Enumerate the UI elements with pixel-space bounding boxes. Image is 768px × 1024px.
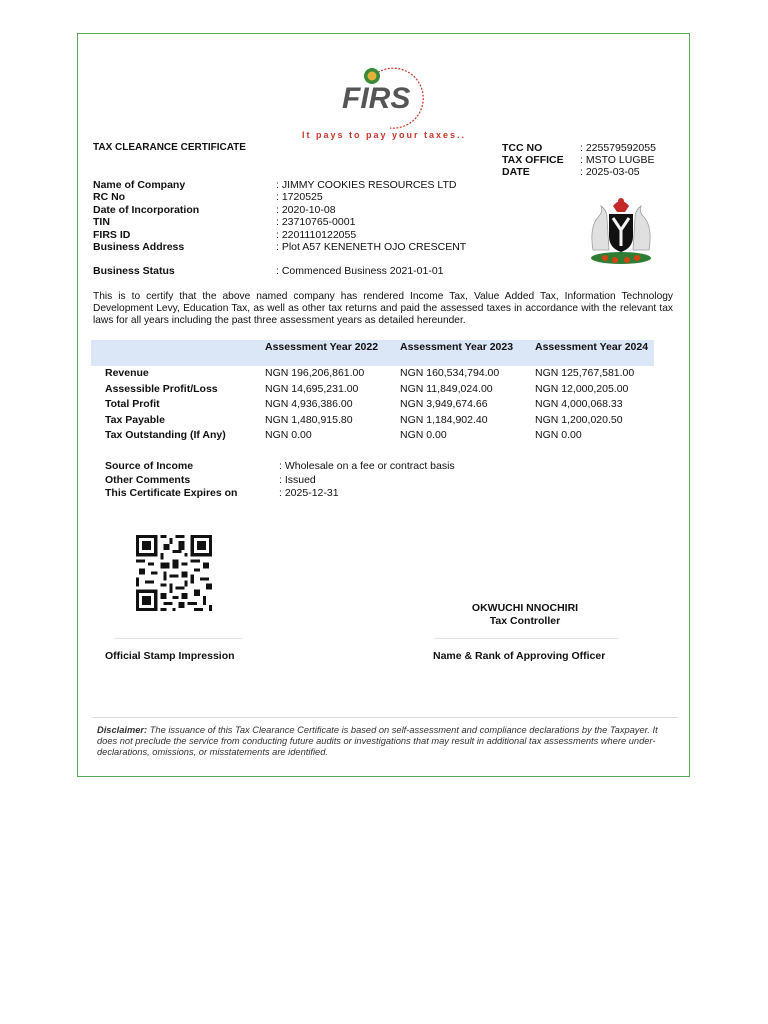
info-value: : Plot A57 KENENETH OJO CRESCENT <box>276 240 467 253</box>
meta-label: TCC NO <box>502 142 543 154</box>
meta-value: : 2025-03-05 <box>580 166 640 178</box>
certificate-title: TAX CLEARANCE CERTIFICATE <box>93 142 246 153</box>
table-cell: NGN 0.00 <box>265 429 312 441</box>
detail-value: : Wholesale on a fee or contract basis <box>279 460 455 472</box>
assessment-table <box>91 340 654 444</box>
info-label: Name of Company <box>93 179 186 191</box>
row-label: Revenue <box>105 367 149 379</box>
disclaimer-label: Disclaimer: <box>97 725 148 735</box>
info-row <box>93 241 466 253</box>
info-value: : 23710765-0001 <box>276 216 356 229</box>
table-header-cell: Assessment Year 2023 <box>400 340 535 366</box>
table-cell: NGN 12,000,205.00 <box>535 382 629 395</box>
info-label: RC No <box>93 191 126 204</box>
status-value: : Commenced Business 2021-01-01 <box>276 265 444 277</box>
table-header-cell: Assessment Year 2024 <box>535 340 654 366</box>
table-cell: NGN 4,936,386.00 <box>265 398 353 410</box>
info-value: : JIMMY COOKIES RESOURCES LTD <box>276 179 457 191</box>
table-cell: NGN 3,949,674.66 <box>400 398 488 410</box>
qr-code-icon <box>135 535 213 611</box>
row-label: Total Profit <box>105 398 160 410</box>
table-row <box>91 428 654 444</box>
info-value: : 1720525 <box>276 191 323 204</box>
info-row <box>93 216 466 228</box>
table-cell: NGN 1,184,902.40 <box>400 413 488 426</box>
table-cell: NGN 196,206,861.00 <box>265 367 365 379</box>
meta-row-date <box>502 166 656 178</box>
row-label: Tax Payable <box>105 413 165 426</box>
detail-row <box>105 487 455 501</box>
status-label: Business Status <box>93 265 175 277</box>
firs-logo-icon <box>330 62 434 134</box>
company-info <box>93 179 466 253</box>
table-header-blank <box>91 340 265 366</box>
table-row <box>91 397 654 413</box>
info-label: Business Address <box>93 240 185 253</box>
info-label: FIRS ID <box>93 228 131 241</box>
officer-rank: Tax Controller <box>489 615 561 627</box>
table-row <box>91 382 654 398</box>
table-cell: NGN 14,695,231.00 <box>265 382 359 395</box>
approving-officer <box>430 602 620 628</box>
detail-label: Source of Income <box>105 460 194 472</box>
table-cell: NGN 0.00 <box>400 429 447 441</box>
coat-of-arms-icon <box>585 192 657 266</box>
info-row <box>93 229 466 241</box>
info-row <box>93 204 466 216</box>
table-cell: NGN 1,200,020.50 <box>535 413 623 426</box>
meta-label: DATE <box>502 166 530 178</box>
info-label: TIN <box>93 216 110 229</box>
table-row <box>91 366 654 382</box>
detail-label: Other Comments <box>105 473 191 486</box>
detail-row <box>105 474 455 488</box>
meta-label: TAX OFFICE <box>502 154 564 166</box>
table-cell: NGN 11,849,024.00 <box>400 382 493 395</box>
table-header-row <box>91 340 654 366</box>
stamp-label: Official Stamp Impression <box>105 650 235 662</box>
divider <box>93 717 678 718</box>
approving-officer-label: Name & Rank of Approving Officer <box>433 650 606 662</box>
certificate-details <box>105 460 455 501</box>
info-label: Date of Incorporation <box>93 203 200 216</box>
stamp-signature-line <box>114 638 242 639</box>
disclaimer <box>97 725 675 758</box>
business-status <box>93 265 444 277</box>
meta-value: : MSTO LUGBE <box>580 154 655 166</box>
table-cell: NGN 1,480,915.80 <box>265 413 353 426</box>
table-cell: NGN 160,534,794.00 <box>400 367 500 379</box>
officer-signature-line <box>434 638 618 639</box>
table-header-cell: Assessment Year 2022 <box>265 340 400 366</box>
officer-name: OKWUCHI NNOCHIRI <box>471 602 579 614</box>
info-row <box>93 179 466 191</box>
svg-text:FIRS: FIRS <box>342 82 411 115</box>
meta-row-tcc <box>502 142 656 154</box>
detail-row <box>105 460 455 474</box>
certificate-meta <box>502 142 656 178</box>
detail-value: : 2025-12-31 <box>279 487 339 499</box>
disclaimer-text: The issuance of this Tax Clearance Certificate is based on self-assessment and compliance declarations by the Taxpayer. It does not preclude the service from conducting future audits or investigations that may result in additional tax assessments where under-declarations, omissions, or misstatements are identified. <box>97 725 658 757</box>
detail-value: : Issued <box>279 473 316 486</box>
table-cell: NGN 0.00 <box>535 429 582 441</box>
info-value: : 2201110122055 <box>276 228 357 241</box>
table-row <box>91 413 654 429</box>
row-label: Assessible Profit/Loss <box>105 382 218 395</box>
detail-label: This Certificate Expires on <box>105 487 238 499</box>
table-cell: NGN 125,767,581.00 <box>535 367 635 379</box>
info-row <box>93 191 466 203</box>
info-value: : 2020-10-08 <box>276 203 336 216</box>
slogan: It pays to pay your taxes.. <box>301 130 467 140</box>
row-label: Tax Outstanding (If Any) <box>105 429 226 441</box>
table-cell: NGN 4,000,068.33 <box>535 398 623 410</box>
certification-statement: This is to certify that the above named company has rendered Income Tax, Value Added Tax, Information Technology Development Levy, Education Tax, as well as other tax returns and paid the assessed taxes in accordance with the relevant tax laws for all years including the past three assessment years as detailed hereunder. <box>93 291 673 326</box>
meta-value: : 225579592055 <box>580 142 656 154</box>
meta-row-tax-office <box>502 154 656 166</box>
